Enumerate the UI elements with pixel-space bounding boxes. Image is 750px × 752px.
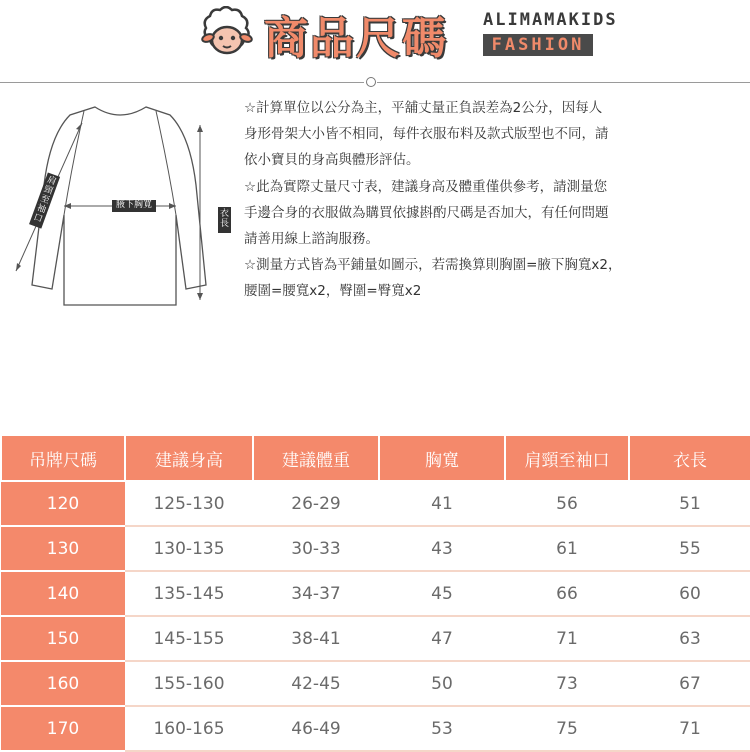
sheep-logo-icon [196, 6, 258, 62]
cell-tag-size: 130 [1, 526, 125, 571]
note-line: ☆此為實際丈量尺寸表，建議身高及體重僅供參考，請測量您 [244, 178, 608, 195]
header-weight: 建議體重 [253, 435, 379, 481]
cell-chest: 45 [379, 571, 505, 616]
cell-shoulder-sleeve: 71 [505, 616, 629, 661]
note-line: 腰圍=腰寬x2，臀圍=臀寬x2 [244, 283, 422, 300]
cell-chest: 47 [379, 616, 505, 661]
header-chest: 胸寬 [379, 435, 505, 481]
table-row [1, 706, 750, 751]
header-height: 建議身高 [125, 435, 253, 481]
divider-left [0, 82, 364, 83]
page-title: 商品尺碼 [264, 13, 448, 64]
cell-length: 60 [629, 571, 750, 616]
cell-weight: 38-41 [253, 616, 379, 661]
garment-diagram [0, 95, 240, 325]
cell-shoulder-sleeve: 66 [505, 571, 629, 616]
table-row [1, 571, 750, 616]
cell-length: 67 [629, 661, 750, 706]
table-row [1, 481, 750, 526]
note-line: ☆計算單位以公分為主，平舖丈量正負誤差為2公分，因每人 [244, 100, 603, 116]
note-line: 手邊合身的衣服做為購買依據斟酌尺碼是否加大，有任何問題 [244, 204, 609, 221]
brand-tagline: FASHION [483, 34, 593, 56]
cell-tag-size: 150 [1, 616, 125, 661]
table-header-row [1, 435, 750, 481]
cell-shoulder-sleeve: 56 [505, 481, 629, 526]
note-line: 依小寶貝的身高與體形評估。 [244, 152, 420, 169]
table-row [1, 616, 750, 661]
size-notes [244, 95, 744, 305]
cell-shoulder-sleeve: 61 [505, 526, 629, 571]
cell-chest: 41 [379, 481, 505, 526]
cell-height: 160-165 [125, 706, 253, 751]
cell-weight: 34-37 [253, 571, 379, 616]
cell-tag-size: 140 [1, 571, 125, 616]
cell-weight: 30-33 [253, 526, 379, 571]
length-label: 衣長 [218, 207, 231, 233]
cell-weight: 42-45 [253, 661, 379, 706]
cell-height: 125-130 [125, 481, 253, 526]
cell-height: 135-145 [125, 571, 253, 616]
header-length: 衣長 [629, 435, 750, 481]
header-tag-size: 吊牌尺碼 [1, 435, 125, 481]
header [0, 0, 750, 80]
shoulder-sleeve-label: 肩頸至袖口 [29, 172, 60, 229]
size-table [0, 434, 750, 752]
cell-shoulder-sleeve: 73 [505, 661, 629, 706]
cell-tag-size: 160 [1, 661, 125, 706]
cell-chest: 53 [379, 706, 505, 751]
cell-length: 51 [629, 481, 750, 526]
header-shoulder-sleeve: 肩頸至袖口 [505, 435, 629, 481]
divider-circle [366, 77, 376, 87]
cell-chest: 50 [379, 661, 505, 706]
cell-length: 63 [629, 616, 750, 661]
cell-tag-size: 170 [1, 706, 125, 751]
cell-length: 55 [629, 526, 750, 571]
note-line: 身形骨架大小皆不相同，每件衣服布料及款式版型也不同，請 [244, 126, 609, 143]
cell-tag-size: 120 [1, 481, 125, 526]
cell-height: 130-135 [125, 526, 253, 571]
note-line: ☆測量方式皆為平鋪量如圖示，若需換算則胸圍=腋下胸寬x2， [244, 257, 622, 274]
cell-weight: 26-29 [253, 481, 379, 526]
table-row [1, 661, 750, 706]
divider-right [377, 82, 750, 83]
cell-chest: 43 [379, 526, 505, 571]
cell-length: 71 [629, 706, 750, 751]
note-line: 請善用線上諮詢服務。 [244, 231, 379, 248]
chest-width-label: 腋下胸寬 [112, 200, 156, 212]
cell-weight: 46-49 [253, 706, 379, 751]
cell-height: 155-160 [125, 661, 253, 706]
cell-shoulder-sleeve: 75 [505, 706, 629, 751]
brand-name: ALIMAMAKIDS [483, 10, 618, 30]
table-row [1, 526, 750, 571]
cell-height: 145-155 [125, 616, 253, 661]
